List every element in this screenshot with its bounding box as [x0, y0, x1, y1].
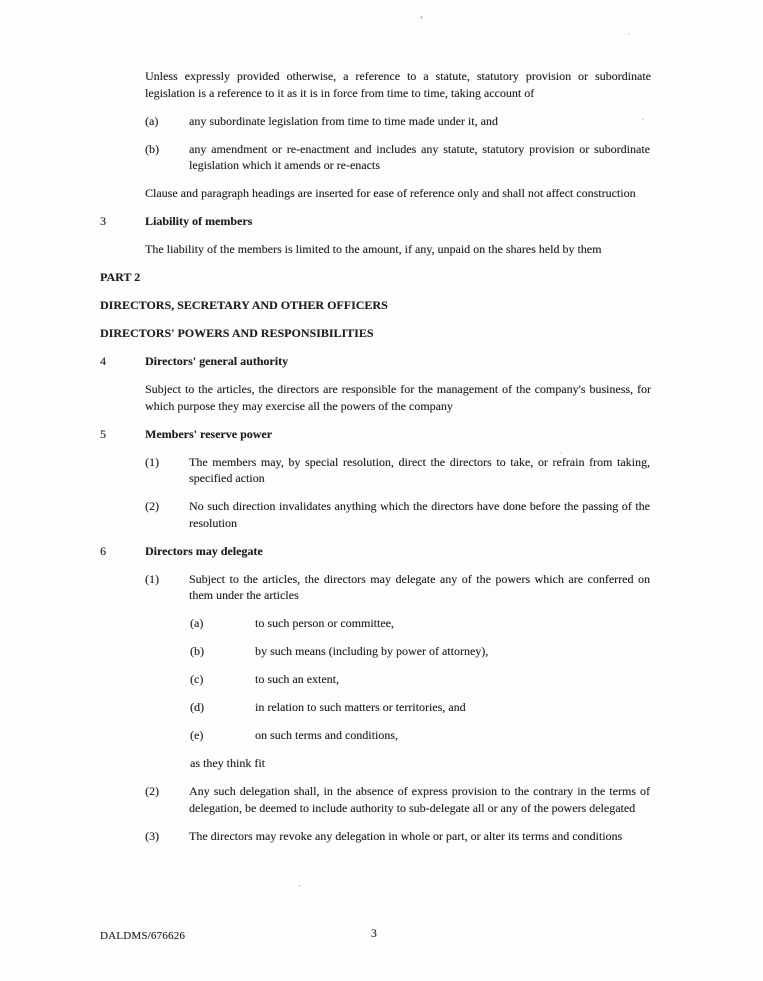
section-6-item-1 [145, 571, 651, 604]
document-body [100, 68, 651, 856]
section-6-item-3-text: The directors may revoke any delegation in whole or part, or alter its terms and conditions [189, 828, 623, 843]
section-5-item-1 [145, 454, 651, 487]
list-item-b-text: any amendment or re-enactment and includes any statute, statutory provision or subordinate legislation which it amends or re-enacts [189, 141, 650, 172]
section-5-heading [100, 426, 651, 443]
section-3-heading [100, 213, 651, 230]
section-3-body: The liability of the members is limited to the amount, if any, unpaid on the shares held by them [145, 242, 602, 256]
part-2-subheading: DIRECTORS' POWERS AND RESPONSIBILITIES [100, 326, 374, 340]
scan-speckle [642, 118, 644, 120]
section-6-subitem-c [190, 671, 651, 688]
section-6-subitem-b-marker: (b) [190, 644, 204, 658]
section-6-number: 6 [100, 543, 106, 558]
section-4-heading [100, 353, 651, 370]
section-4-title: Directors' general authority [145, 354, 289, 368]
section-6-subitem-d [190, 699, 651, 716]
section-6-heading [100, 543, 651, 560]
section-6-subitem-e-text: on such terms and conditions, [255, 728, 398, 742]
section-5-item-1-text: The members may, by special resolution, direct the directors to take, or refrain from taking, specified action [189, 454, 650, 485]
section-3-title: Liability of members [145, 214, 253, 228]
section-5-title: Members' reserve power [145, 426, 273, 441]
section-6-item-1-closing: as they think fit [190, 756, 265, 770]
section-6-subitem-d-marker: (d) [190, 700, 204, 714]
document-reference: DALDMS/676626 [100, 930, 186, 942]
section-3-number: 3 [100, 214, 106, 228]
section-5-item-2 [145, 498, 651, 531]
section-5-item-2-marker: (2) [145, 499, 159, 513]
part-2-label: PART 2 [100, 270, 141, 284]
section-6-subitem-e-marker: (e) [190, 728, 204, 742]
section-6-item-2 [145, 783, 651, 816]
section-4-body: Subject to the articles, the directors are responsible for the management of the company's business, for which purpose they may exercise all the powers of the company [145, 382, 651, 413]
list-item-a-text: any subordinate legislation from time to time made under it, and [189, 113, 498, 128]
section-6-item-3 [145, 828, 651, 845]
scan-speckle [298, 885, 301, 887]
section-6-item-3-marker: (3) [145, 828, 159, 843]
statute-reference-paragraph: Unless expressly provided otherwise, a reference to a statute, statutory provision or subordinate legislation is a reference to it as it is in force from time to time, taking account of [145, 69, 651, 100]
section-6-subitem-a-marker: (a) [190, 616, 204, 630]
section-6-item-1-text: Subject to the articles, the directors may delegate any of the powers which are conferred on them under the articles [189, 571, 650, 602]
part-2-heading: DIRECTORS, SECRETARY AND OTHER OFFICERS [100, 298, 388, 312]
section-5-number: 5 [100, 426, 106, 441]
scan-speckle [628, 33, 630, 35]
section-6-subitem-a-text: to such person or committee, [255, 616, 394, 630]
list-marker-a: (a) [145, 113, 159, 128]
page-number: 3 [371, 928, 377, 940]
section-5-item-2-text: No such direction invalidates anything which the directors have done before the passing of the resolution [189, 499, 650, 530]
scan-speckle [420, 16, 423, 19]
list-item-b [145, 141, 651, 174]
section-6-subitem-b [190, 643, 651, 660]
headings-construction-paragraph: Clause and paragraph headings are inserted for ease of reference only and shall not affect construction [145, 186, 636, 200]
section-6-item-2-text: Any such delegation shall, in the absence of express provision to the contrary in the terms of delegation, be deemed to include authority to sub-delegate all or any of the powers delegated [189, 784, 650, 815]
section-6-item-2-marker: (2) [145, 784, 159, 798]
section-6-subitem-c-text: to such an extent, [255, 672, 339, 686]
section-6-subitem-b-text: by such means (including by power of attorney), [255, 644, 489, 658]
section-6-subitem-d-text: in relation to such matters or territories, and [255, 700, 466, 714]
list-item-a [145, 113, 651, 130]
section-6-subitem-a [190, 615, 651, 632]
section-6-subitem-c-marker: (c) [190, 672, 204, 686]
section-6-item-1-marker: (1) [145, 571, 159, 586]
scan-speckle [560, 452, 562, 454]
section-6-title: Directors may delegate [145, 543, 263, 558]
section-6-subitem-e [190, 727, 651, 744]
section-4-number: 4 [100, 354, 106, 368]
section-5-item-1-marker: (1) [145, 454, 159, 469]
list-marker-b: (b) [145, 141, 159, 156]
